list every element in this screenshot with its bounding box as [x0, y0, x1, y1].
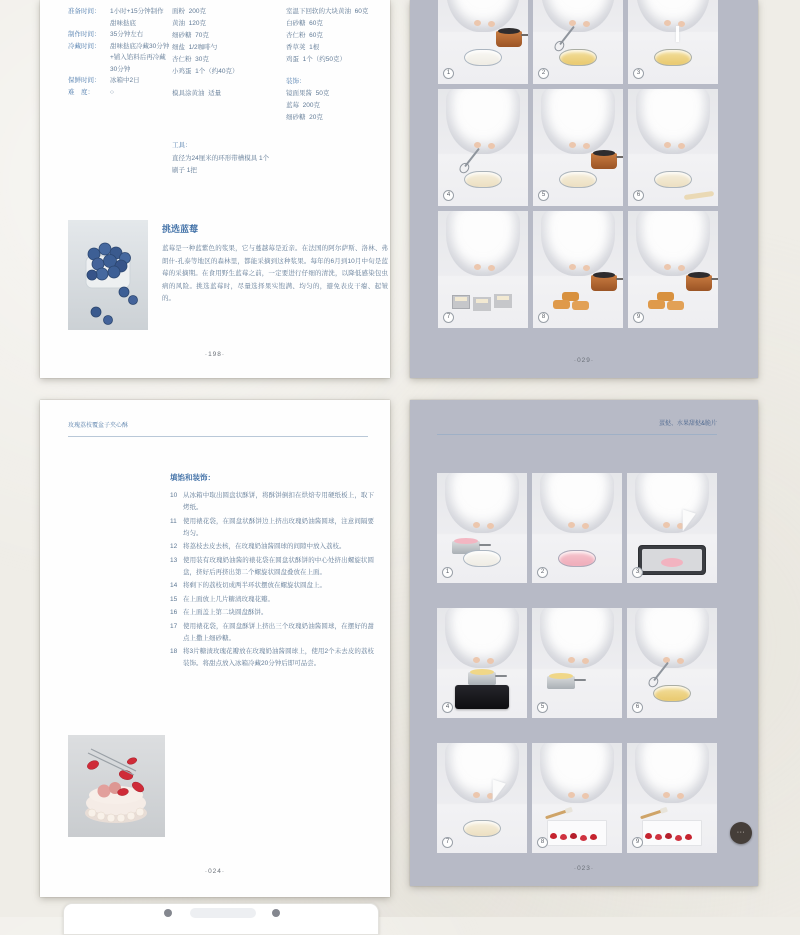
- chef-figure: [541, 0, 615, 32]
- pan-copper-icon: [496, 31, 522, 47]
- step-number: 17: [170, 622, 178, 630]
- step-text: 在上面放上几片糖渍玫瑰花瓣。: [183, 595, 274, 603]
- step-number-badge: 5: [537, 702, 548, 713]
- ingredient-line: 小鸡蛋 1个（约40克）: [172, 68, 239, 75]
- tip-title: 挑选蓝莓: [162, 224, 199, 234]
- step-text: 使用装有玫瑰奶油酱的裱花袋在圆盘状酥饼的中心处挤出螺旋状圆盘，挤好后再挤出第二个螺旋状圆盘叠放在上面。: [183, 556, 374, 576]
- step-number-badge: 7: [442, 837, 453, 848]
- step-photo-pipe-pink-disc-on-tray: [627, 473, 717, 583]
- meta-value: 冰箱中2日: [110, 77, 140, 84]
- step-number: 14: [170, 582, 178, 589]
- ingredient-line: 室温下回软的大块黄油 60克: [286, 8, 369, 15]
- page-steps-023: [410, 400, 758, 886]
- meta-label: 制作时间：: [68, 31, 101, 38]
- garnish-line: 细砂糖 20克: [286, 114, 323, 121]
- instruction-step: [170, 490, 374, 514]
- ingredient-line: 模具涂黄油 适量: [172, 90, 222, 97]
- petals-icon: [550, 833, 557, 839]
- pan-copper-icon: [591, 275, 617, 291]
- meta-row: [68, 75, 172, 87]
- step-photo-pink-mixture-in-glass-bowl: [532, 473, 622, 583]
- meta-label: 准备时间：: [68, 8, 101, 15]
- step-photo-glaze-baked-loaves: [533, 211, 623, 328]
- tool-line: 直径为24厘米的环形带槽模具 1个: [172, 155, 270, 162]
- bowl-white-icon: [464, 49, 502, 66]
- pan-copper-icon: [686, 275, 712, 291]
- step-number: 13: [170, 556, 178, 564]
- ingredients-column-1: [172, 6, 284, 100]
- loaves-icon: [648, 300, 665, 309]
- chef-figure: [541, 211, 615, 276]
- preview-circle-icon: [164, 909, 172, 917]
- rolling-pin-icon: [683, 191, 713, 200]
- bowl-pink-icon: [558, 550, 596, 567]
- chef-figure: [445, 743, 519, 803]
- garnish-line: 镜面果酱 50克: [286, 90, 330, 97]
- chef-figure: [540, 608, 614, 668]
- instruction-step: [170, 646, 374, 670]
- step-number: 18: [170, 648, 178, 655]
- page-number: ·029·: [573, 357, 595, 364]
- step-number-badge: 3: [632, 567, 643, 578]
- step-number-badge: 6: [632, 702, 643, 713]
- ingredient-line: 鸡蛋 1个（约50克）: [286, 56, 346, 63]
- step-text: 使用裱花袋，在圆盘状酥饼边上挤出玫瑰奶油酱圆球，注意间隔要均匀。: [183, 517, 374, 537]
- meta-row: [68, 29, 172, 41]
- chef-figure: [541, 89, 615, 154]
- meta-row: [68, 87, 172, 99]
- pour-icon: [676, 26, 679, 42]
- instruction-step: [170, 621, 374, 645]
- ingredients-column-2: [286, 6, 388, 124]
- chef-figure: [540, 473, 614, 533]
- chef-figure: [636, 0, 710, 32]
- ingredient-line: 杏仁粉 60克: [286, 32, 323, 39]
- blueberry-tip-section: [68, 220, 388, 330]
- step-photo-pour-sugar-into-bowl: [628, 0, 718, 84]
- meta-value: ○: [110, 88, 114, 96]
- step-photo-yellow-cream-in-saucepan: [532, 608, 622, 718]
- step-photo-saucepan-on-induction-plate: [437, 608, 527, 718]
- ingredient-line: 白砂糖 60克: [286, 20, 323, 27]
- step-photo-grid: [437, 473, 717, 853]
- meta-label: 难 度：: [68, 88, 94, 96]
- step-photo-sugared-rose-petals: [627, 743, 717, 853]
- molds-icon: [452, 295, 470, 309]
- chef-figure: [446, 89, 520, 154]
- blueberry-tip-text: [162, 220, 388, 330]
- chef-figure: [446, 0, 520, 32]
- disc-pink-icon: [661, 558, 683, 567]
- floating-widget-button[interactable]: ···: [730, 822, 752, 844]
- step-number-badge: 8: [537, 837, 548, 848]
- step-number-badge: 2: [537, 567, 548, 578]
- step-photo-brush-rose-petals: [532, 743, 622, 853]
- chef-figure: [540, 743, 614, 803]
- bowl-cream-icon: [654, 171, 692, 188]
- page-recipe-info: [40, 0, 390, 378]
- tool-line: 刷子 1把: [172, 167, 197, 174]
- step-photo-grid: [438, 0, 718, 328]
- section-title: 填馅和装饰：: [170, 473, 215, 482]
- chef-figure: [635, 473, 709, 533]
- step-number-badge: 6: [633, 190, 644, 201]
- tools-title: 工具：: [172, 142, 192, 149]
- next-image-preview: [63, 903, 379, 935]
- step-number: 12: [170, 543, 178, 550]
- garnish-title: 装饰：: [286, 78, 306, 85]
- step-photo-spoon-batter-rolling-pin: [628, 89, 718, 206]
- step-number-badge: 7: [443, 312, 454, 323]
- instruction-step: [170, 594, 374, 606]
- page-number: ·198·: [204, 351, 226, 358]
- step-number: 11: [170, 517, 177, 525]
- page-steps-029: [410, 0, 758, 378]
- step-text: 将荔枝去皮去核，在玫瑰奶油酱圆球的间隙中放入荔枝。: [183, 543, 346, 550]
- chef-figure: [445, 473, 519, 533]
- bowl-yellow-icon: [559, 49, 597, 66]
- chef-figure: [636, 89, 710, 154]
- chef-figure: [636, 211, 710, 276]
- ingredient-line: 细砂糖 70克: [172, 32, 209, 39]
- loaves-icon: [553, 300, 570, 309]
- finished-dessert-photo: [68, 735, 165, 837]
- bowl-cream-icon: [559, 171, 597, 188]
- bowl-yellow-icon: [654, 49, 692, 66]
- running-header: 蛋挞、水果甜挞&脆片: [437, 418, 717, 435]
- meta-value: 1小时+15分钟制作 甜味挞底: [110, 8, 164, 27]
- meta-row: [68, 6, 172, 29]
- page-number: ·023·: [573, 865, 595, 872]
- step-text: 将剩下的荔枝切成两半环状摆放在螺旋状圆盘上。: [183, 582, 326, 589]
- step-text: 将3片糖渍玫瑰花瓣放在玫瑰奶油酱圆球上，使用2个未去皮的荔枝装饰。将甜点放入冰箱冷藏20分钟后即可品尝。: [183, 648, 374, 667]
- recipe-meta: [68, 6, 172, 98]
- meta-value: 甜味挞底冷藏30分钟 +铺入馅料后再冷藏 30分钟: [110, 42, 170, 73]
- step-photo-fold-cream-with-piping-bag: [437, 743, 527, 853]
- brush-icon: [545, 809, 567, 819]
- tip-body: 蓝莓是一种蓝紫色的浆果，它与蔓越莓是近亲。在法国的阿尔萨斯、洛林、弗朗什-孔泰等地区的森林里，都能采摘到这种浆果。每年的6月到10月中旬是蓝莓的采摘期。在食用野生蓝莓之前，一定要进行仔细的清洗，以降低感染包虫病的风险。挑选蓝莓时，尽量选择果实饱满、均匀的，避免表皮干瘪、起皱的。: [162, 245, 388, 302]
- bowl-yellow-icon: [653, 685, 691, 702]
- blueberry-photo: [68, 220, 148, 330]
- instruction-step: [170, 555, 374, 579]
- meta-label: 冷藏时间：: [68, 42, 101, 50]
- garnish-line: 蓝莓 200克: [286, 102, 320, 109]
- chef-figure: [445, 608, 519, 668]
- step-photo-pink-cream-pan-and-powder: [437, 473, 527, 583]
- instruction-steps: [170, 490, 374, 672]
- step-number: 10: [170, 492, 178, 499]
- ingredient-line: 面粉 200克: [172, 8, 206, 15]
- meta-label: 保鲜时间：: [68, 77, 101, 84]
- meta-row: [68, 41, 172, 76]
- chef-figure: [635, 743, 709, 803]
- step-number-badge: 1: [442, 567, 453, 578]
- step-text: 使用裱花袋，在圆盘酥饼上挤出三个玫瑰奶油酱圆球，在摆好的甜点上撒上细砂糖。: [183, 622, 374, 642]
- petals-icon: [645, 833, 652, 839]
- instruction-step: [170, 607, 374, 619]
- ingredient-line: 香草荚 1根: [286, 44, 320, 51]
- ingredient-line: 杏仁粉 30克: [172, 56, 209, 63]
- pan-yellow-icon: [468, 672, 496, 685]
- preview-circle-icon: [272, 909, 280, 917]
- step-number: 15: [170, 595, 178, 603]
- meta-value: 35分钟左右: [110, 31, 144, 38]
- step-photo-whisk-batter: [438, 89, 528, 206]
- bowl-cream-icon: [463, 820, 501, 837]
- ingredient-line: 黄油 120克: [172, 20, 206, 27]
- step-photo-sift-flour-over-bowl: [438, 0, 528, 84]
- step-number-badge: 4: [442, 702, 453, 713]
- step-number-badge: 4: [443, 190, 454, 201]
- step-photo-whisk-yellow-cream: [627, 608, 717, 718]
- pan-yellow-icon: [547, 676, 575, 689]
- step-number-badge: 1: [443, 68, 454, 79]
- running-header: 玫瑰荔枝覆盆子夹心酥: [68, 420, 368, 437]
- tools-list: [172, 140, 388, 177]
- step-photo-level-batter-in-loaf-molds: [438, 211, 528, 328]
- bowl-cream-icon: [464, 171, 502, 188]
- pan-copper-icon: [591, 153, 617, 169]
- instruction-step: [170, 541, 374, 553]
- step-photo-whisk-eggs-in-glass-bowl: [533, 0, 623, 84]
- step-text: 从冰箱中取出圆盘状酥饼，将酥饼倒扣在烘焙专用硬纸板上，取下烤纸。: [183, 492, 374, 511]
- step-text: 在上面盖上第二块圆盘酥饼。: [183, 609, 268, 616]
- step-number-badge: 2: [538, 68, 549, 79]
- instruction-step: [170, 580, 374, 592]
- step-photo-glaze-baked-loaves-again: [628, 211, 718, 328]
- cooktop-icon: [455, 685, 509, 709]
- step-number: 16: [170, 609, 178, 616]
- page-number: ·024·: [204, 868, 226, 875]
- step-number-badge: 3: [633, 68, 644, 79]
- step-number-badge: 9: [632, 837, 643, 848]
- page-instructions: [40, 400, 390, 897]
- step-number-badge: 8: [538, 312, 549, 323]
- bowl-white-icon: [463, 550, 501, 567]
- step-number-badge: 5: [538, 190, 549, 201]
- step-number-badge: 9: [633, 312, 644, 323]
- brush-icon: [640, 809, 662, 819]
- ingredient-line: 细盐 1/2咖啡勺: [172, 44, 218, 51]
- chef-figure: [635, 608, 709, 668]
- step-photo-pour-butter-from-copper-pan: [533, 89, 623, 206]
- chef-figure: [446, 211, 520, 276]
- instruction-step: [170, 516, 374, 540]
